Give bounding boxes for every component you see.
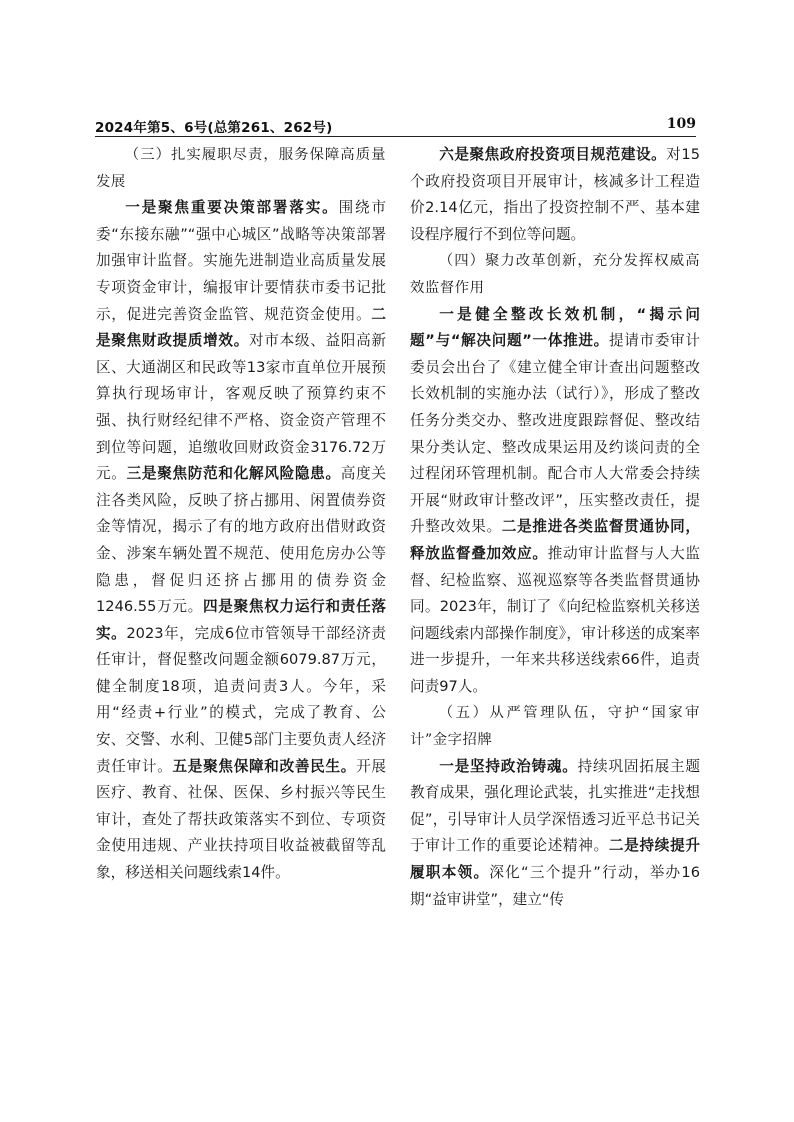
point-5-text: 开展医疗、教育、社保、医保、乡村振兴等民生审计，查处了帮扶政策落实不到位、专项资金使用违规、产业扶持项目收益被截留等乱象，移送相关问题线索14件。 bbox=[96, 757, 386, 882]
reform-2-text: 推动审计监督与人大监督、纪检监察、巡视巡察等各类监督贯通协同。2023年，制订了《向纪检监察机关移送问题线索内部操作制度》，审计移送的成案率进一步提升，一年来共移送线索66件，追责问责97人。 bbox=[410, 544, 700, 695]
section-3-title: （三）扎实履职尽责，服务保障高质量发展 bbox=[96, 147, 386, 190]
lead-reform-1: 一是健全整改长效机制，“揭示问题”与“解决问题”一体推进。 bbox=[410, 305, 700, 350]
paragraph-reform bbox=[410, 302, 700, 701]
point-6-text: 对15个政府投资项目开展审计，核减多计工程造价2.14亿元，指出了投资控制不严、基本建设程序履行不到位等问题。 bbox=[410, 146, 700, 243]
page-header bbox=[95, 114, 696, 137]
lead-point-6: 六是聚焦政府投资项目规范建设。 bbox=[439, 146, 667, 163]
point-3-text: 高度关注各类风险，反映了挤占挪用、闲置债券资金等情况，揭示了有的地方政府出借财政资金、涉案车辆处置不规范、使用危房办公等隐患，督促归还挤占挪用的债券资金1246.55万元。 bbox=[96, 465, 386, 616]
lead-point-2: 二是聚焦财政提质增效。 bbox=[96, 305, 386, 350]
paragraph-audit-focus bbox=[96, 195, 386, 886]
reform-1-text: 提请市委审计委员会出台了《建立健全审计查出问题整改长效机制的实施办法（试行）》，形成了整改任务分类交办、整改进度跟踪督促、整改结果分类认定、整改成果运用及约谈问责的全过程闭环管理机制。配合市人大常委会持续开展“财政审计整改评”，压实整改责任，提升整改效果。 bbox=[410, 332, 700, 536]
lead-point-5: 五是聚焦保障和改善民生。 bbox=[172, 757, 357, 775]
lead-team-1: 一是坚持政治铸魂。 bbox=[439, 757, 578, 775]
lead-point-4: 四是聚焦权力运行和责任落实。 bbox=[96, 598, 386, 642]
lead-team-2: 二是持续提升履职本领。 bbox=[410, 837, 700, 882]
point-4-text: 2023年，完成6位市管领导干部经济责任审计，督促整改问题金额6079.87万元，健全制度18项，追责问责3人。今年，采用“经责+行业”的模式，完成了教育、公安、交警、水利、卫健5部门主要负责人经济责任审计。 bbox=[96, 624, 386, 775]
team-2-text: 深化“三个提升”行动，举办16期“益审讲堂”，建立“传 bbox=[410, 864, 700, 908]
section-4-title: （四）聚力改革创新，充分发挥权威高效监督作用 bbox=[410, 253, 700, 296]
lead-point-3: 三是聚焦防范和化解风险隐患。 bbox=[126, 465, 341, 483]
paragraph-team bbox=[410, 754, 700, 914]
page-number: 109 bbox=[666, 116, 696, 132]
paragraph-investment-projects bbox=[410, 142, 700, 248]
issue-label: 2024年第5、6号(总第261、262号) bbox=[95, 120, 333, 136]
right-column bbox=[410, 142, 700, 913]
team-1-text: 持续巩固拓展主题教育成果，强化理论武装，扎实推进“走找想促”，引导审计人员学深悟透习近平总书记关于审计工作的重要论述精神。 bbox=[410, 757, 700, 855]
lead-reform-2: 二是推进各类监督贯通协同，释放监督叠加效应。 bbox=[410, 518, 700, 562]
left-column bbox=[96, 142, 386, 887]
point-1-text: 围绕市委“东接东融”“强中心城区”战略等决策部署加强审计监督。实施先进制造业高质量发展专项资金审计，编报审计要情获市委书记批示，促进完善资金监管、规范资金使用。 bbox=[96, 199, 386, 323]
section-5-title: （五）从严管理队伍，守护“国家审计”金字招牌 bbox=[410, 705, 700, 749]
lead-point-1: 一是聚焦重要决策部署落实。 bbox=[125, 199, 339, 217]
point-2-text: 对市本级、益阳高新区、大通湖区和民政等13家市直单位开展预算执行现场审计，客观反映了预算约束不强、执行财经纪律不严格、资金资产管理不到位等问题，追缴收回财政资金3176.72万元。 bbox=[96, 332, 386, 483]
